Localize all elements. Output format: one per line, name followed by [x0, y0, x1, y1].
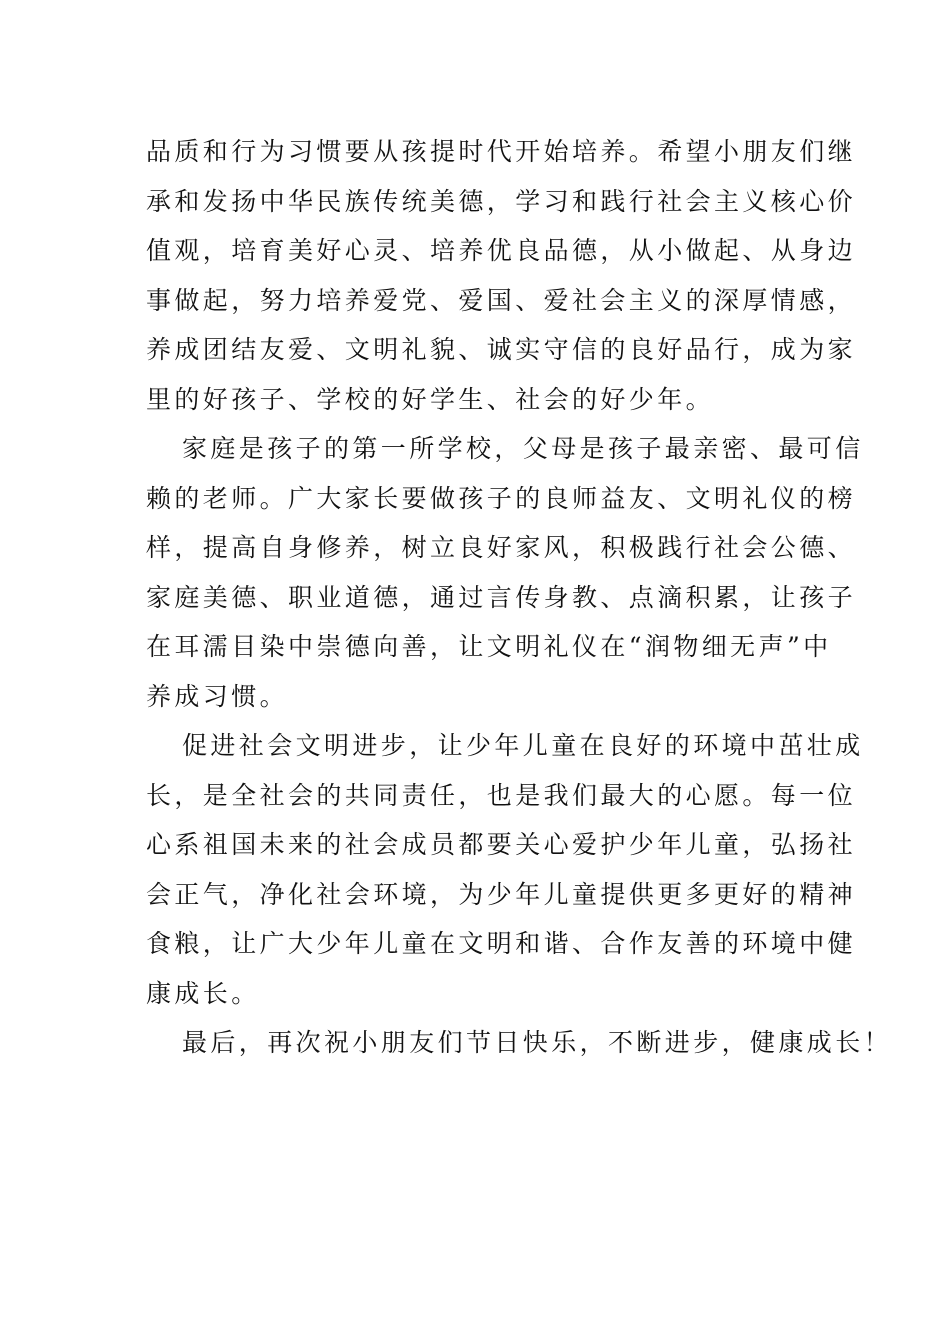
text-line: 里的好孩子、学校的好学生、社会的好少年。 — [146, 384, 715, 414]
text-line: 养成团结友爱、文明礼貌、诚实守信的良好品行，成为家 — [146, 335, 857, 364]
text-line: 事做起，努力培养爱党、爱国、爱社会主义的深厚情感， — [146, 285, 857, 315]
paragraph-closing — [146, 1018, 893, 1068]
text-line: 康成长。 — [146, 978, 260, 1008]
text-line: 促进社会文明进步，让少年儿童在良好的环境中茁壮成 — [182, 731, 864, 760]
text-line: 长，是全社会的共同责任，也是我们最大的心愿。每一位 — [146, 780, 857, 810]
text-line: 在耳濡目染中崇德向善，让文明礼仪在“润物细无声”中 — [146, 632, 832, 661]
text-line: 家庭美德、职业道德，通过言传身教、点滴积累，让孩子 — [146, 582, 857, 612]
text-line: 会正气，净化社会环境，为少年儿童提供更多更好的精神 — [146, 879, 857, 909]
paragraph-society — [146, 721, 864, 1018]
text-line: 承和发扬中华民族传统美德，学习和践行社会主义核心价 — [146, 186, 857, 216]
text-line: 家庭是孩子的第一所学校，父母是孩子最亲密、最可信 — [182, 434, 864, 463]
text-line: 养成习惯。 — [146, 681, 289, 711]
text-line: 心系祖国未来的社会成员都要关心爱护少年儿童，弘扬社 — [146, 830, 857, 859]
paragraph-family — [146, 424, 864, 721]
text-line: 赖的老师。广大家长要做孩子的良师益友、文明礼仪的榜 — [146, 483, 857, 513]
text-line: 食粮，让广大少年儿童在文明和谐、合作友善的环境中健 — [146, 929, 857, 958]
text-line: 品质和行为习惯要从孩提时代开始培养。希望小朋友们继 — [146, 137, 857, 166]
paragraph-continued — [146, 127, 857, 424]
text-line: 最后，再次祝小朋友们节日快乐，不断进步，健康成长！ — [182, 1028, 893, 1057]
document-body — [146, 127, 893, 1068]
text-line: 值观，培育美好心灵、培养优良品德，从小做起、从身边 — [146, 236, 857, 265]
text-line: 样，提高自身修养，树立良好家风，积极践行社会公德、 — [146, 533, 857, 562]
